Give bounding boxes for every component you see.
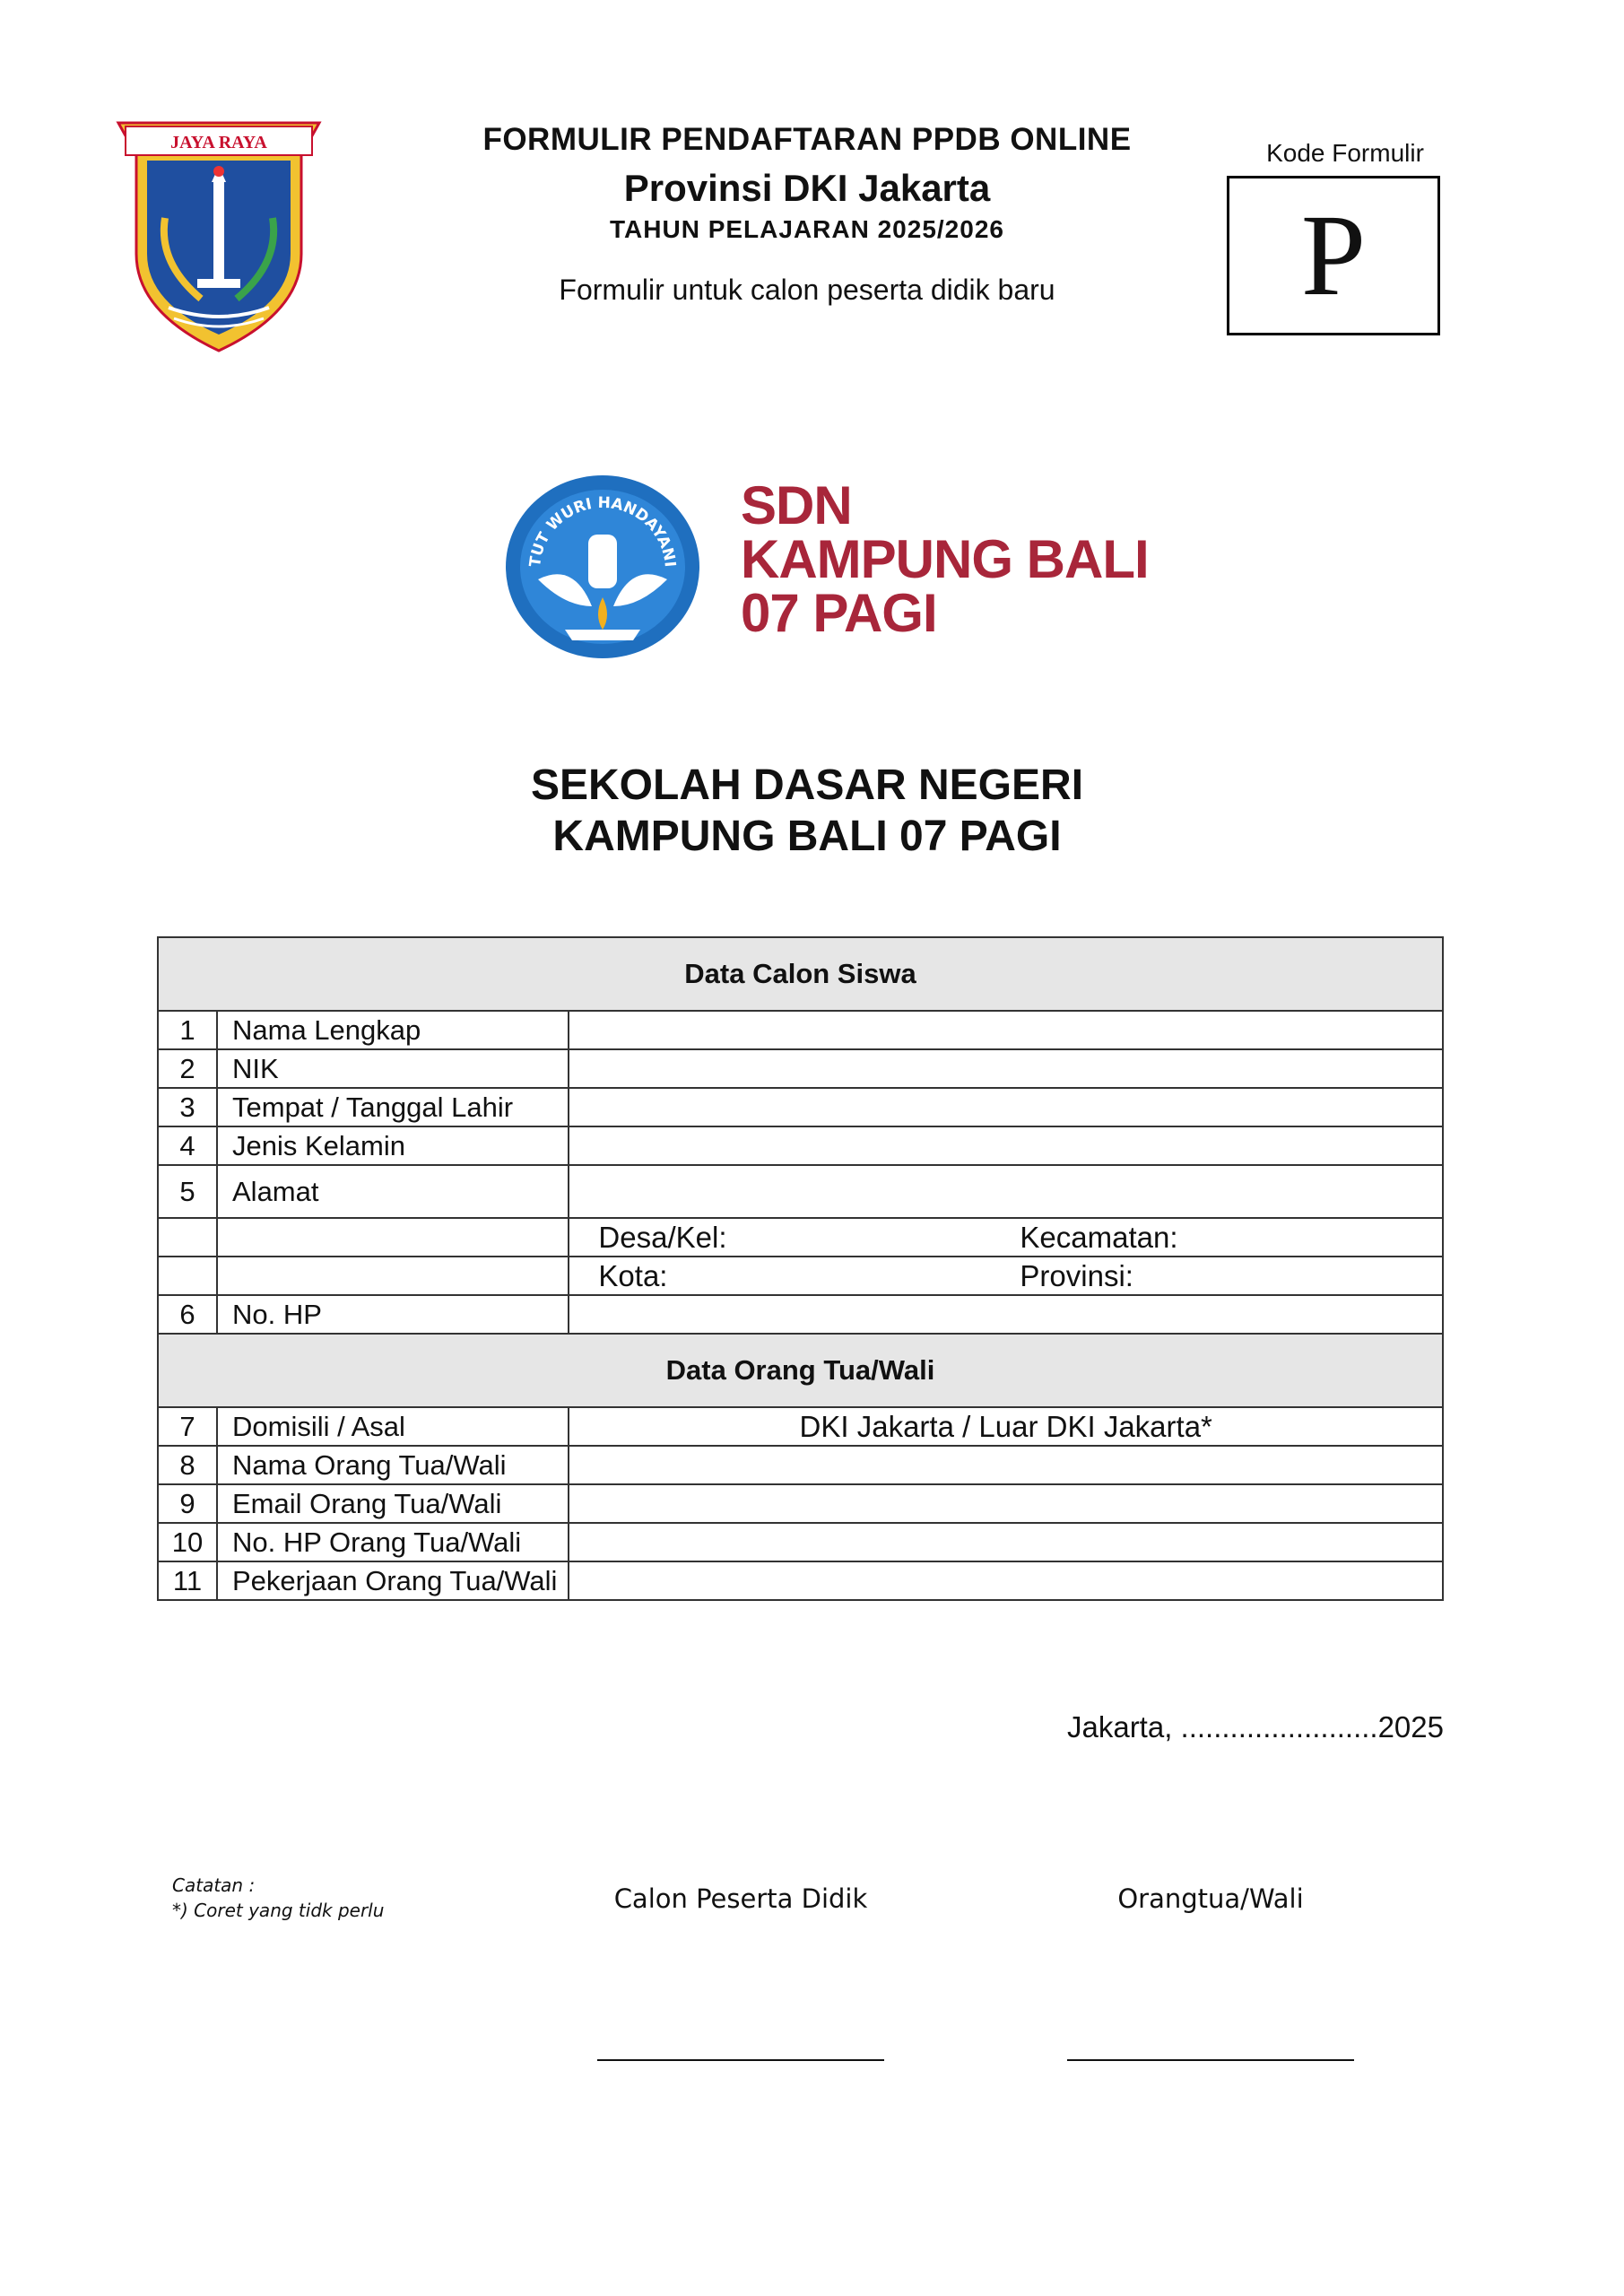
note bbox=[172, 1873, 384, 1923]
row-label: Pekerjaan Orang Tua/Wali bbox=[217, 1561, 569, 1600]
signature-line-student[interactable] bbox=[597, 2059, 884, 2061]
wordmark-line-2: KAMPUNG BALI bbox=[741, 529, 1149, 589]
row-number: 2 bbox=[158, 1049, 217, 1088]
row-number: 3 bbox=[158, 1088, 217, 1126]
section-title-student: Data Calon Siswa bbox=[158, 937, 1443, 1011]
note-text: Coret yang tidk perlu bbox=[194, 1900, 385, 1921]
parent-name-field[interactable] bbox=[569, 1446, 1443, 1484]
phone-field[interactable] bbox=[569, 1295, 1443, 1334]
row-number: 4 bbox=[158, 1126, 217, 1165]
section-header-student bbox=[158, 937, 1443, 1011]
parent-occupation-field[interactable] bbox=[569, 1561, 1443, 1600]
wordmark-line-3: 07 PAGI bbox=[741, 583, 937, 643]
form-row bbox=[158, 1126, 1443, 1165]
district-label: Kecamatan: bbox=[1020, 1220, 1178, 1254]
row-label: Domisili / Asal bbox=[217, 1407, 569, 1446]
row-label: NIK bbox=[217, 1049, 569, 1088]
row-label: Tempat / Tanggal Lahir bbox=[217, 1088, 569, 1126]
row-label: Nama Lengkap bbox=[217, 1011, 569, 1049]
full-name-field[interactable] bbox=[569, 1011, 1443, 1049]
address-subrow bbox=[158, 1218, 1443, 1257]
school-year: TAHUN PELAJARAN 2025/2026 bbox=[610, 215, 1004, 243]
section-header-parent bbox=[158, 1334, 1443, 1407]
form-code-box bbox=[1227, 176, 1440, 335]
wordmark-line-1: SDN bbox=[741, 475, 852, 535]
form-code-value: P bbox=[1300, 191, 1367, 320]
address-city-province[interactable] bbox=[569, 1257, 1443, 1295]
form-row bbox=[158, 1561, 1443, 1600]
row-number: 5 bbox=[158, 1165, 217, 1218]
province-label: Provinsi: bbox=[1020, 1258, 1133, 1292]
signature-label-student: Calon Peserta Didik bbox=[613, 1883, 868, 1914]
address-field[interactable] bbox=[569, 1165, 1443, 1218]
address-subrow bbox=[158, 1257, 1443, 1295]
school-logo-wordmark bbox=[741, 475, 1149, 643]
row-number: 7 bbox=[158, 1407, 217, 1446]
city-label: Kota: bbox=[598, 1258, 668, 1292]
form-row bbox=[158, 1088, 1443, 1126]
row-number: 1 bbox=[158, 1011, 217, 1049]
birth-place-date-field[interactable] bbox=[569, 1088, 1443, 1126]
row-label: Nama Orang Tua/Wali bbox=[217, 1446, 569, 1484]
row-label: No. HP Orang Tua/Wali bbox=[217, 1523, 569, 1561]
row-label: Jenis Kelamin bbox=[217, 1126, 569, 1165]
school-name-line-2: KAMPUNG BALI 07 PAGI bbox=[552, 813, 1062, 860]
parent-email-field[interactable] bbox=[569, 1484, 1443, 1523]
nik-field[interactable] bbox=[569, 1049, 1443, 1088]
registration-form-table bbox=[157, 936, 1444, 1601]
note-title: Catatan : bbox=[172, 1874, 256, 1896]
form-row bbox=[158, 1446, 1443, 1484]
emblem-motto: JAYA RAYA bbox=[170, 133, 267, 152]
domicile-field[interactable]: DKI Jakarta / Luar DKI Jakarta* bbox=[569, 1407, 1443, 1446]
row-label: No. HP bbox=[217, 1295, 569, 1334]
note-line bbox=[172, 1898, 384, 1923]
form-title: FORMULIR PENDAFTARAN PPDB ONLINE bbox=[482, 122, 1132, 157]
row-label: Alamat bbox=[217, 1165, 569, 1218]
form-row bbox=[158, 1295, 1443, 1334]
form-row bbox=[158, 1011, 1443, 1049]
tut-wuri-handayani-logo bbox=[502, 472, 703, 662]
form-row bbox=[158, 1523, 1443, 1561]
signature-label-parent: Orangtua/Wali bbox=[1117, 1883, 1304, 1914]
section-title-parent: Data Orang Tua/Wali bbox=[158, 1334, 1443, 1407]
row-number: 9 bbox=[158, 1484, 217, 1523]
note-mark: *) bbox=[172, 1900, 188, 1921]
row-number: 8 bbox=[158, 1446, 217, 1484]
school-name-line-1: SEKOLAH DASAR NEGERI bbox=[530, 761, 1084, 809]
jakarta-emblem-logo bbox=[115, 119, 323, 354]
row-number: 6 bbox=[158, 1295, 217, 1334]
address-village-district[interactable] bbox=[569, 1218, 1443, 1257]
form-subtitle: Formulir untuk calon peserta didik baru bbox=[559, 274, 1055, 306]
row-label: Email Orang Tua/Wali bbox=[217, 1484, 569, 1523]
form-row bbox=[158, 1484, 1443, 1523]
province-name: Provinsi DKI Jakarta bbox=[623, 167, 991, 209]
row-number: 10 bbox=[158, 1523, 217, 1561]
signature-line-parent[interactable] bbox=[1067, 2059, 1354, 2061]
gender-field[interactable] bbox=[569, 1126, 1443, 1165]
form-row bbox=[158, 1165, 1443, 1218]
place-date: Jakarta, ........................2025 bbox=[1066, 1710, 1444, 1744]
village-label: Desa/Kel: bbox=[598, 1220, 727, 1254]
form-code-label: Kode Formulir bbox=[1266, 139, 1424, 167]
form-row bbox=[158, 1407, 1443, 1446]
row-number: 11 bbox=[158, 1561, 217, 1600]
badge-ring-text: TUT WURI HANDAYANI bbox=[525, 493, 679, 569]
parent-phone-field[interactable] bbox=[569, 1523, 1443, 1561]
form-row bbox=[158, 1049, 1443, 1088]
